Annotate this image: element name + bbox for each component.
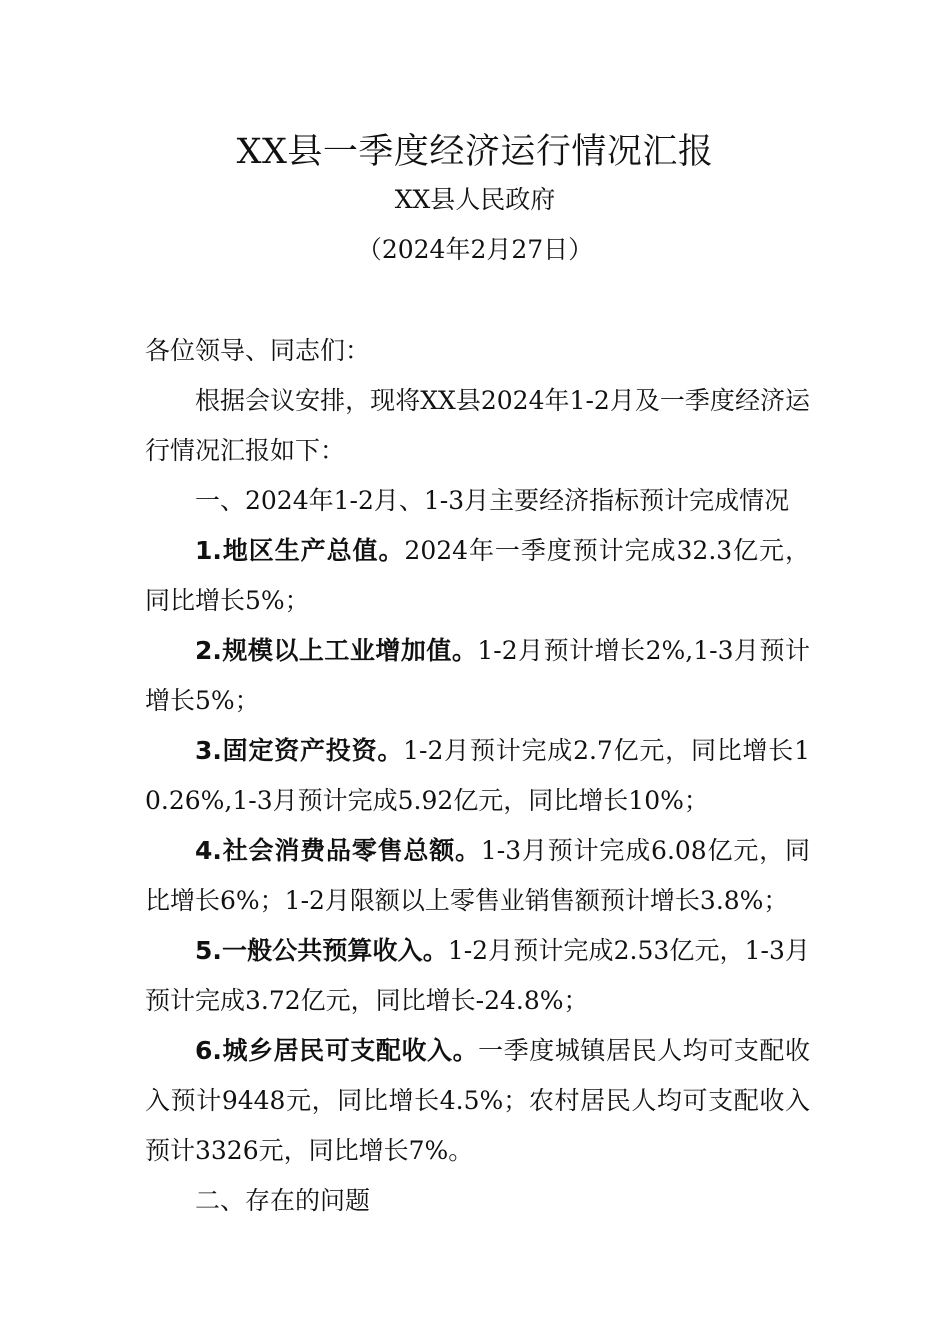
indicator-lead: 2.规模以上工业增加值。 bbox=[195, 636, 478, 665]
indicator-text: 1-2月预计完成2.7亿元，同比增长10.26%,1-3月预计完成5.92亿元，同比增长10%； bbox=[145, 736, 810, 815]
indicator-text: 1-2月预计增长2%,1-3月预计增长5%； bbox=[145, 636, 810, 715]
indicator-lead: 5.一般公共预算收入。 bbox=[195, 936, 448, 965]
indicator-lead: 1.地区生产总值。 bbox=[195, 536, 405, 565]
section-heading-1: 一、2024年1-2月、1-3月主要经济指标预计完成情况 bbox=[195, 486, 790, 515]
indicator-text: 一季度城镇居民人均可支配收入预计9448元，同比增长4.5%；农村居民人均可支配收入预计3326元，同比增长7%。 bbox=[145, 1036, 810, 1165]
document-body bbox=[145, 326, 810, 1226]
indicator-item bbox=[145, 726, 810, 826]
document-title: XX县一季度经济运行情况汇报 bbox=[236, 132, 714, 172]
indicator-lead: 4.社会消费品零售总额。 bbox=[195, 836, 481, 865]
indicator-text: 1-3月预计完成6.08亿元，同比增长6%；1-2月限额以上零售业销售额预计增长3.8%； bbox=[145, 836, 810, 915]
indicator-item bbox=[145, 926, 810, 1026]
indicator-item bbox=[145, 1026, 810, 1176]
indicator-lead: 3.固定资产投资。 bbox=[195, 736, 404, 765]
indicator-item bbox=[145, 526, 810, 626]
indicator-text: 2024年一季度预计完成32.3亿元，同比增长5%； bbox=[145, 536, 810, 615]
indicator-lead: 6.城乡居民可支配收入。 bbox=[195, 1036, 479, 1065]
indicator-item bbox=[145, 626, 810, 726]
intro-paragraph: 根据会议安排，现将XX县2024年1-2月及一季度经济运行情况汇报如下： bbox=[145, 386, 810, 465]
document-date: （2024年2月27日） bbox=[356, 235, 594, 264]
indicator-text: 1-2月预计完成2.53亿元，1-3月预计完成3.72亿元，同比增长-24.8%； bbox=[145, 936, 810, 1015]
salutation: 各位领导、同志们： bbox=[145, 336, 371, 365]
section-heading-2: 二、存在的问题 bbox=[195, 1186, 371, 1215]
issuer: XX县人民政府 bbox=[394, 185, 556, 214]
indicator-item bbox=[145, 826, 810, 926]
